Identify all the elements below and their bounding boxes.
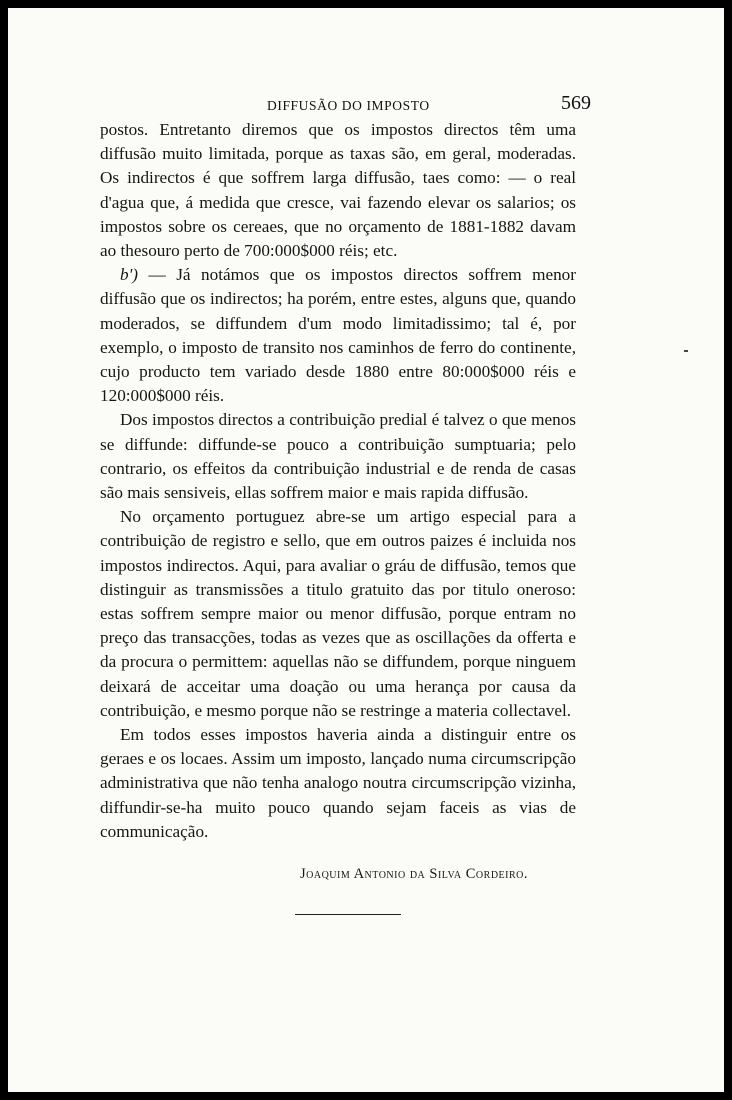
margin-mark bbox=[684, 350, 688, 352]
paragraph-1 bbox=[100, 118, 576, 263]
body-text bbox=[100, 118, 576, 844]
paragraph-text: Em todos esses impostos haveria ainda a distinguir entre os geraes e os locaes. Assim um imposto, lançado numa circumscripção administrativa que não tenha analogo noutra circumscripção vizinha, diffundir-se-ha muito pouco quando sejam faceis as vias de communicação. bbox=[100, 725, 576, 841]
section-label: b') bbox=[120, 265, 138, 285]
page-number: 569 bbox=[561, 92, 591, 114]
paragraph-text: — Já notámos que os impostos directos soffrem menor diffusão que os indirectos; ha porém, entre estes, alguns que, quando moderados, se diffundem d'um modo limitadissimo; tal é, por exemplo, o imposto de transito nos caminhos de ferro do continente, cujo producto tem variado desde 1880 entre 80:000$000 réis e 120:000$000 réis. bbox=[100, 265, 576, 406]
paragraph-3 bbox=[100, 408, 576, 505]
paragraph-5 bbox=[100, 723, 576, 844]
page-header bbox=[108, 90, 603, 118]
running-title: DIFFUSÃO DO IMPOSTO bbox=[267, 98, 430, 113]
paragraph-4 bbox=[100, 505, 576, 723]
author-signature: Joaquim Antonio da Silva Cordeiro. bbox=[300, 866, 528, 882]
paragraph-2 bbox=[100, 263, 576, 408]
paragraph-text: postos. Entretanto diremos que os impostos directos têm uma diffusão muito limitada, porque as taxas são, em geral, moderadas. Os indirectos é que soffrem larga diffusão, taes como: — o real d'agua que, á medida que cresce, vai fazendo elevar os salarios; os impostos sobre os cereaes, que no orçamento de 1881-1882 davam ao thesouro perto de 700:000$000 réis; etc. bbox=[100, 120, 576, 261]
paragraph-text: No orçamento portuguez abre-se um artigo especial para a contribuição de registro e sello, que em outros paizes é incluida nos impostos indirectos. Aqui, para avaliar o gráu de diffusão, temos que distinguir as transmissões a titulo gratuito das por titulo oneroso: estas soffrem sempre maior ou menor diffusão, porque entram no preço das transacções, todas as vezes que as oscillações da offerta e da procura o permittem: aquellas não se diffundem, porque ninguem deixará de acceitar uma doação ou uma herança por causa da contribuição, e mesmo porque não se restringe a materia collectavel. bbox=[100, 507, 576, 720]
closing-rule bbox=[295, 914, 401, 915]
paragraph-text: Dos impostos directos a contribuição predial é talvez o que menos se diffunde: diffunde-se pouco a contribuição sumptuaria; pelo contrario, os effeitos da contribuição industrial e de renda de casas são mais sensiveis, ellas soffrem maior e mais rapida diffusão. bbox=[100, 410, 576, 503]
